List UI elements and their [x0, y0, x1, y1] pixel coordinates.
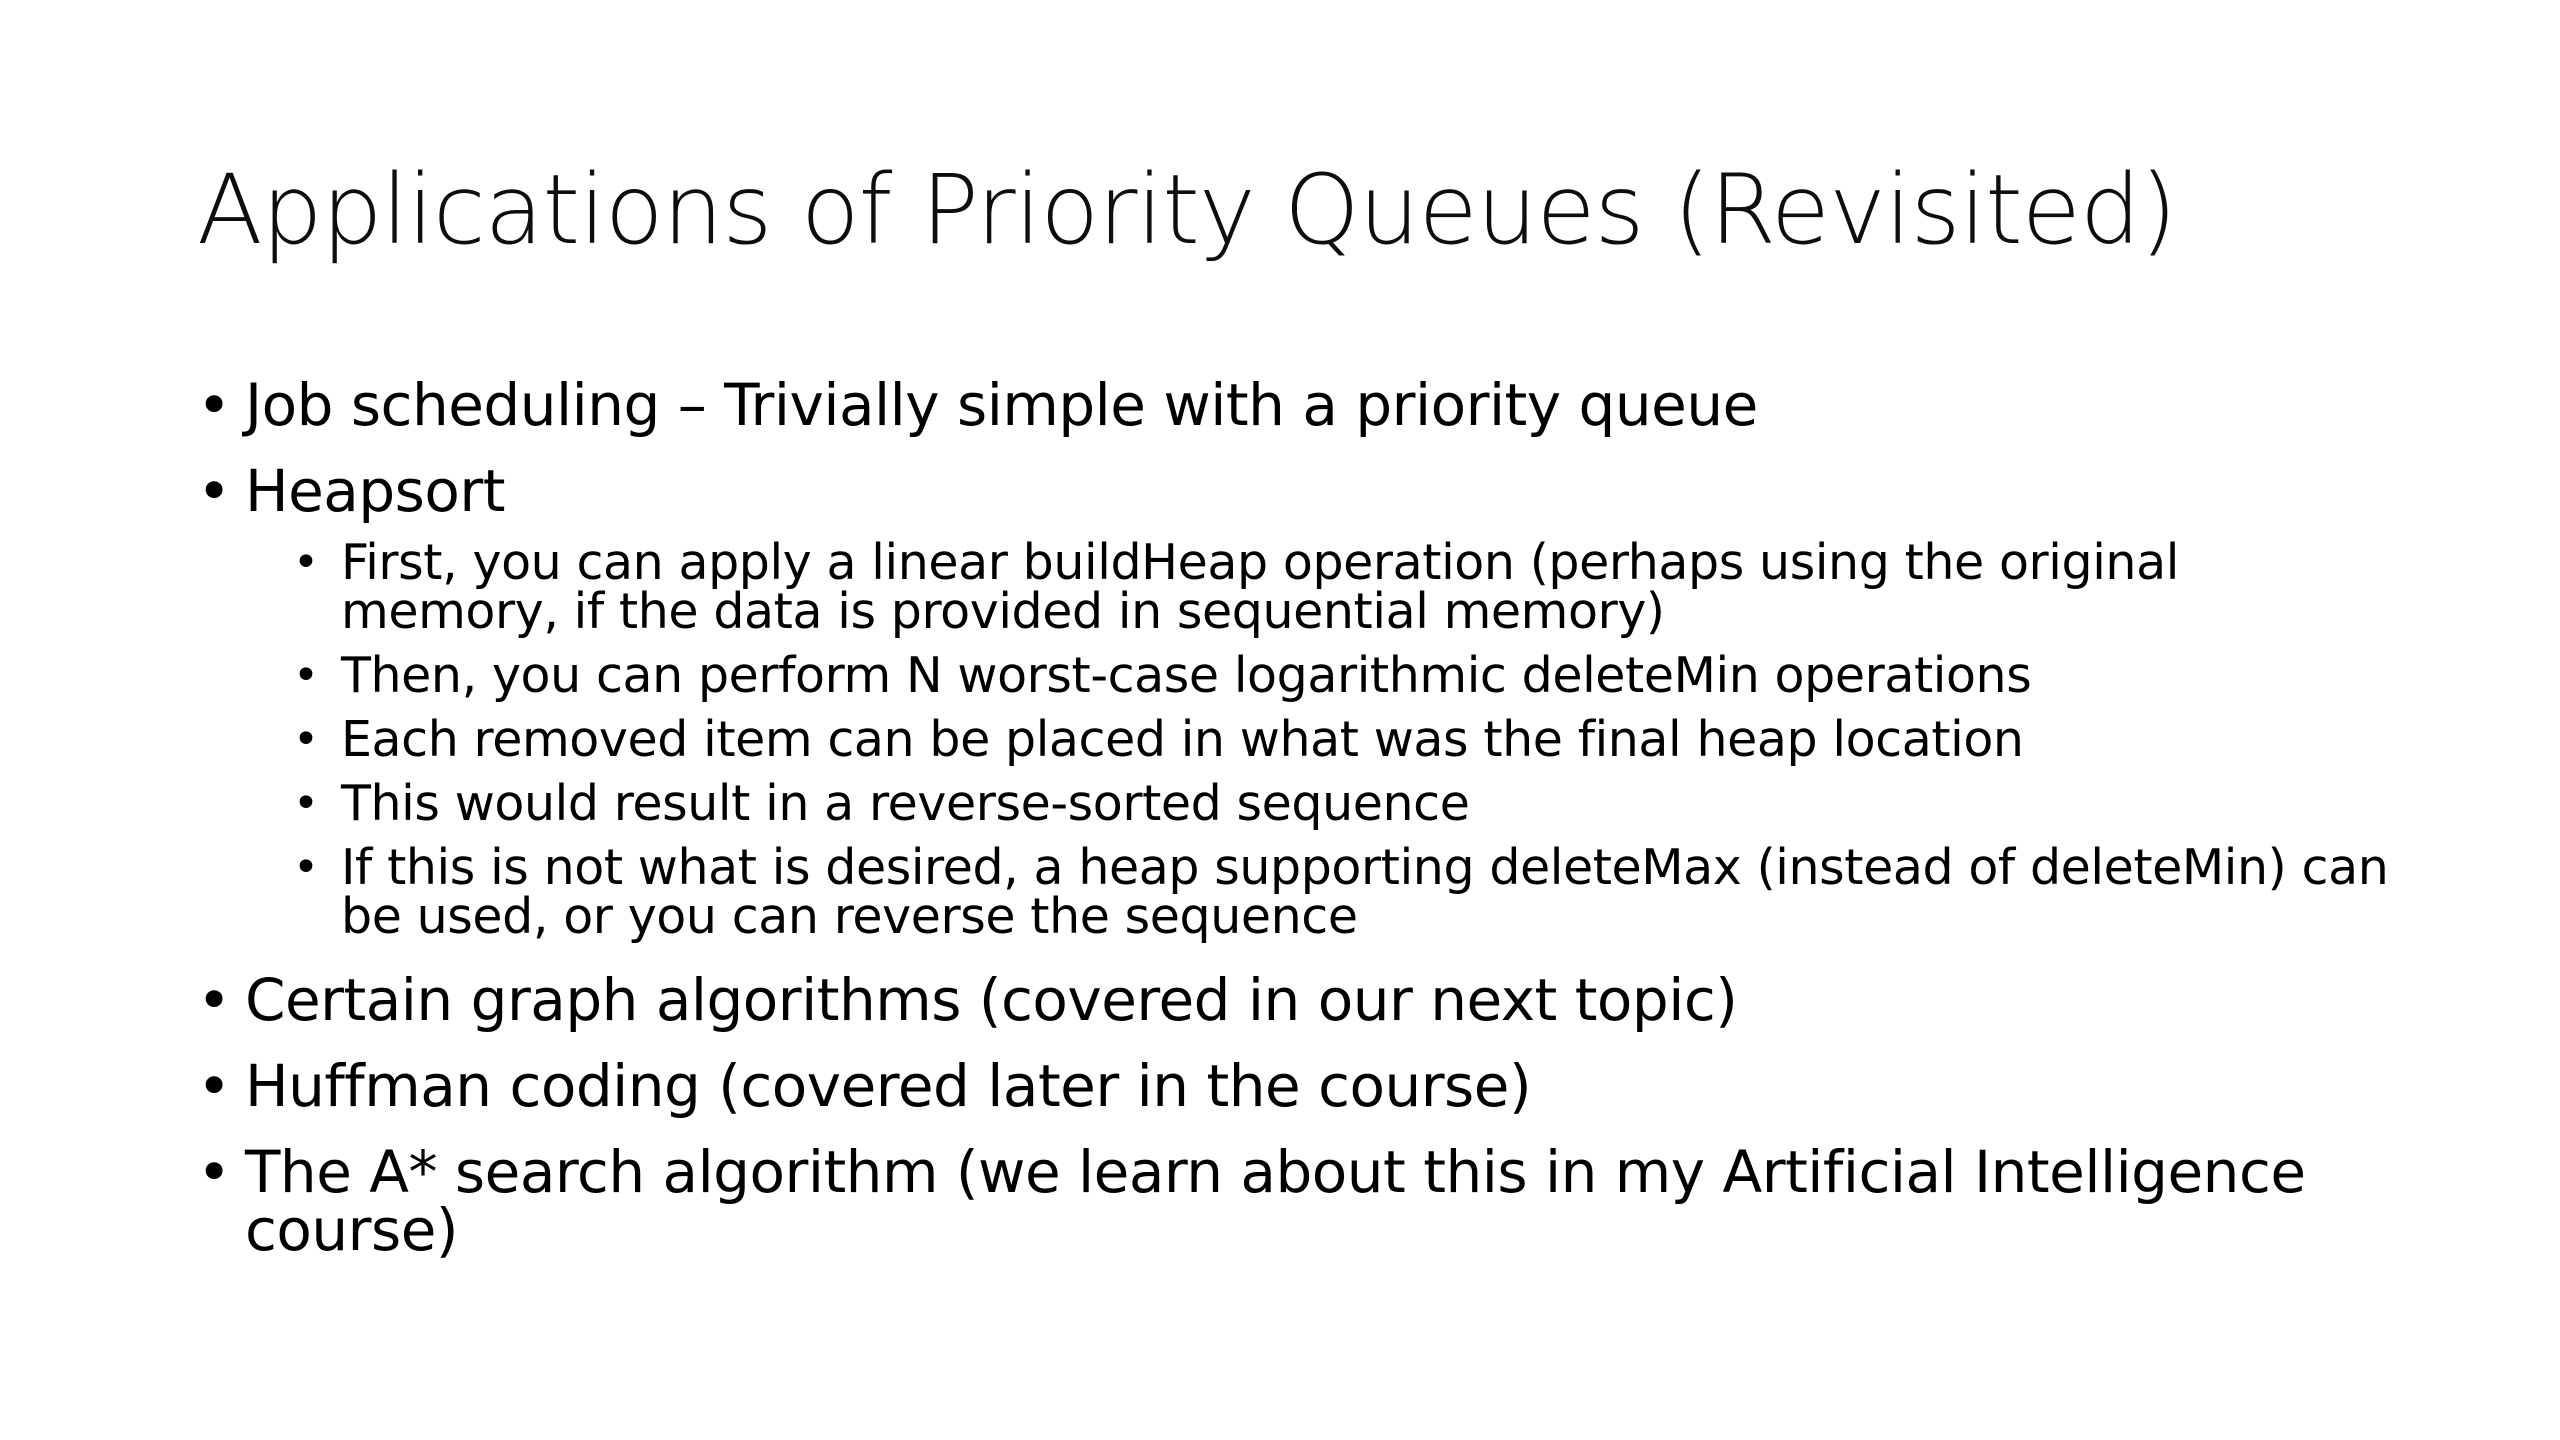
sub-bullet-item-buildheap	[293, 534, 2397, 640]
bullet-text: Job scheduling – Trivially simple with a priority queue	[245, 371, 1758, 439]
sub-bullet-marker: •	[293, 650, 319, 701]
bullet-list	[197, 371, 2397, 1287]
sub-bullet-item-reverse-sorted	[293, 775, 2397, 832]
bullet-item-job-scheduling	[197, 371, 2397, 439]
sub-bullet-item-placement	[293, 711, 2397, 768]
bullet-item-heapsort	[197, 457, 2397, 945]
bullet-marker: •	[197, 966, 231, 1034]
sub-bullet-item-deletemax	[293, 839, 2397, 945]
sub-bullet-marker: •	[293, 778, 319, 829]
sub-bullet-text: If this is not what is desired, a heap supporting deleteMax (instead of deleteMin) can be used, or you can reverse the sequence	[341, 839, 2389, 945]
sub-bullet-item-deletemin	[293, 647, 2397, 704]
bullet-item-a-star	[197, 1138, 2397, 1264]
bullet-item-graph-algorithms	[197, 966, 2397, 1034]
sub-bullet-text: Then, you can perform N worst-case logarithmic deleteMin operations	[341, 647, 2032, 704]
sub-bullet-list	[293, 534, 2397, 945]
bullet-text: Heapsort	[245, 457, 505, 525]
sub-bullet-marker: •	[293, 842, 319, 893]
sub-bullet-text: Each removed item can be placed in what was the final heap location	[341, 711, 2024, 768]
sub-bullet-marker: •	[293, 714, 319, 765]
bullet-text: The A* search algorithm (we learn about this in my Artificial Intelligence course)	[245, 1138, 2306, 1264]
sub-bullet-text: This would result in a reverse-sorted sequence	[341, 775, 1470, 832]
bullet-marker: •	[197, 371, 231, 439]
bullet-marker: •	[197, 457, 231, 525]
sub-bullet-marker: •	[293, 537, 319, 588]
bullet-item-huffman	[197, 1052, 2397, 1120]
sub-bullet-text: First, you can apply a linear buildHeap operation (perhaps using the original memory, if the data is provided in sequential memory)	[341, 534, 2179, 640]
bullet-text: Certain graph algorithms (covered in our next topic)	[245, 966, 1738, 1034]
bullet-marker: •	[197, 1052, 231, 1120]
slide-title: Applications of Priority Queues (Revisited)	[197, 154, 2177, 266]
bullet-text: Huffman coding (covered later in the course)	[245, 1052, 1532, 1120]
bullet-marker: •	[197, 1138, 231, 1206]
